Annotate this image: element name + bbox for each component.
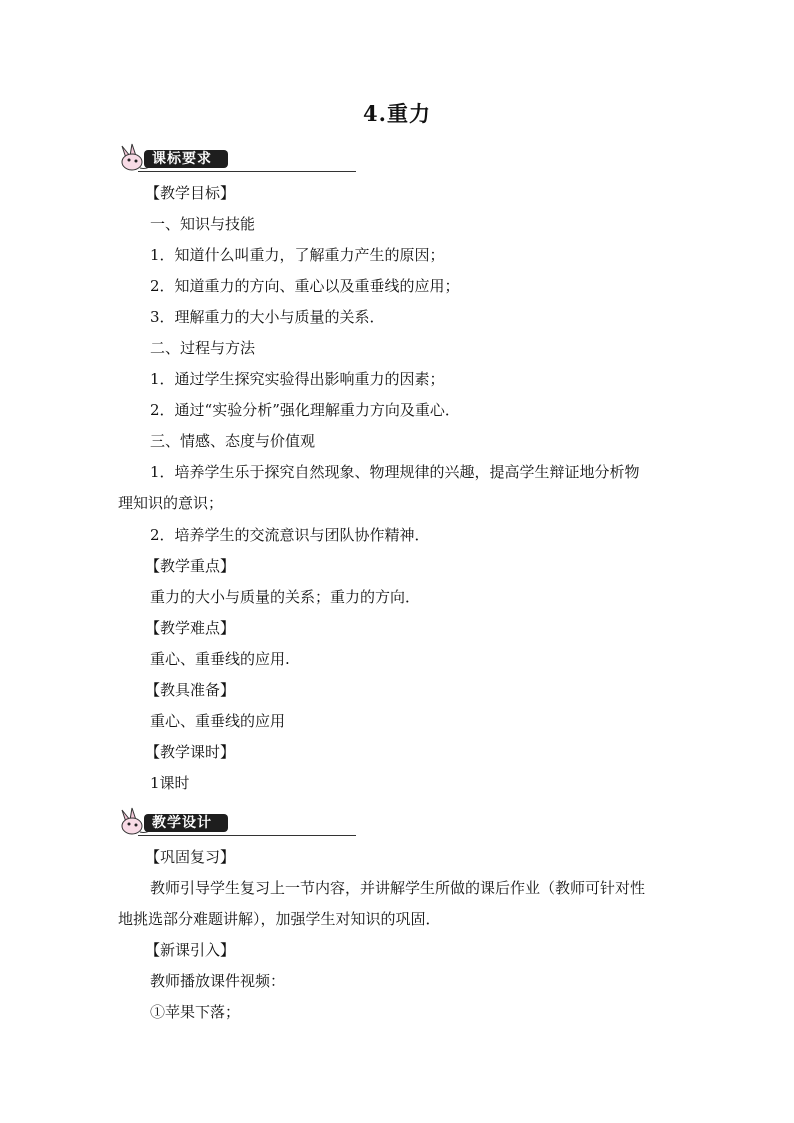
text-line: 1．培养学生乐于探究自然现象、物理规律的兴趣，提高学生辩证地分析物 (150, 463, 640, 481)
text-line: 1．知道什么叫重力，了解重力产生的原因； (150, 246, 445, 264)
text-line: 2．通过“实验分析”强化理解重力方向及重心． (150, 401, 460, 419)
text-line: 教师引导学生复习上一节内容，并讲解学生所做的课后作业（教师可针对性 (150, 879, 646, 897)
heading-teaching-aids: 【教具准备】 (145, 681, 236, 699)
text-line: ①苹果下落； (150, 1003, 241, 1021)
text-line: 理知识的意识； (118, 494, 224, 512)
section-label: 课标要求 (152, 151, 212, 167)
heading-difficult-points: 【教学难点】 (145, 619, 236, 637)
text-line: 重心、重垂线的应用. (150, 650, 290, 668)
text-line: 重心、重垂线的应用 (150, 712, 286, 730)
text-line: 2．培养学生的交流意识与团队协作精神． (150, 526, 430, 544)
text-line: 三、情感、态度与价值观 (150, 432, 316, 450)
text-line: 教师播放课件视频： (150, 972, 286, 990)
text-line: 1课时 (150, 774, 190, 792)
heading-review: 【巩固复习】 (145, 848, 236, 866)
text-line: 一、知识与技能 (150, 215, 256, 233)
text-line: 1．通过学生探究实验得出影响重力的因素； (150, 370, 445, 388)
heading-key-points: 【教学重点】 (145, 557, 236, 575)
heading-class-hours: 【教学课时】 (145, 743, 236, 761)
section-header-curriculum-requirements (118, 142, 242, 174)
section-underline (138, 171, 356, 172)
heading-new-lesson-intro: 【新课引入】 (145, 941, 236, 959)
text-line: 2．知道重力的方向、重心以及重垂线的应用； (150, 277, 460, 295)
text-line: 地挑选部分难题讲解），加强学生对知识的巩固． (118, 910, 441, 928)
page-title: 4.重力 (363, 101, 431, 126)
text-line: 二、过程与方法 (150, 339, 256, 357)
text-line: 3．理解重力的大小与质量的关系． (150, 308, 385, 326)
section-label: 教学设计 (152, 815, 212, 831)
text-line: 重力的大小与质量的关系；重力的方向． (150, 588, 421, 606)
section-underline (138, 835, 356, 836)
section-header-teaching-design (118, 806, 242, 838)
heading-teaching-objectives: 【教学目标】 (145, 184, 236, 202)
